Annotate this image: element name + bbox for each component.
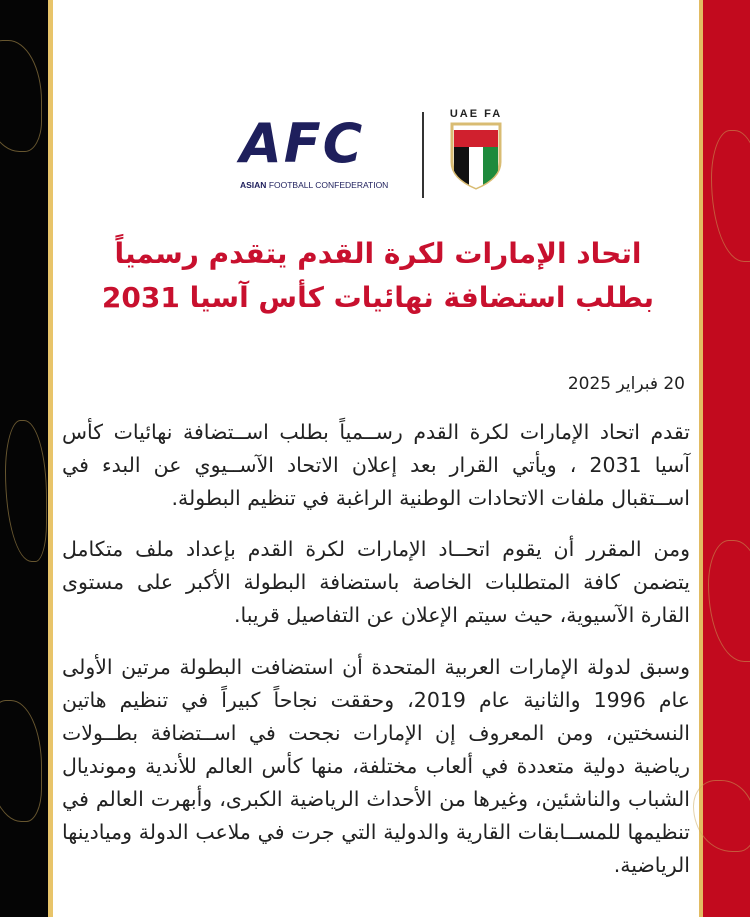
afc-logo-letters: AFC	[240, 112, 365, 175]
uae-fa-logo	[443, 108, 509, 190]
afc-logo	[240, 114, 400, 190]
page-title	[70, 232, 686, 320]
afc-tagline-rest: FOOTBALL CONFEDERATION	[268, 180, 389, 190]
right-red-border	[703, 0, 750, 917]
title-line-1: اتحاد الإمارات لكرة القدم يتقدم رسمياً	[114, 237, 642, 270]
decorative-pattern	[708, 540, 750, 662]
decorative-pattern	[711, 130, 750, 262]
uae-fa-label: UAE FA	[449, 108, 503, 120]
afc-tagline	[240, 180, 400, 190]
afc-tagline-bold: ASIAN	[240, 180, 267, 190]
left-black-border	[0, 0, 48, 917]
paragraph-1: تقدم اتحاد الإمارات لكرة القدم رســمياً بطلب اســتضافة نهائيات كأس آسيا 2031 ، ويأتي القرار بعد إعلان الاتحاد الآســيوي عن البدء في اســتقبال ملفات الاتحادات الوطنية الراغبة في تنظيم البطولة.	[62, 420, 690, 510]
decorative-pattern	[0, 40, 42, 152]
decorative-pattern	[5, 420, 47, 562]
logo-divider	[422, 112, 424, 198]
uae-flag-shield-icon	[448, 122, 504, 190]
logo-header	[240, 108, 520, 198]
title-line-2: بطلب استضافة نهائيات كأس آسيا 2031	[101, 281, 655, 314]
decorative-pattern	[0, 700, 42, 822]
paragraph-2: ومن المقرر أن يقوم اتحــاد الإمارات لكرة القدم بإعداد ملف متكامل يتضمن كافة المتطلبات الخاصة باستضافة البطولة الأكبر على مستوى القارة الآسيوية، حيث سيتم الإعلان عن التفاصيل قريبا.	[62, 537, 690, 627]
release-date: 20 فبراير 2025	[567, 374, 685, 394]
paragraph-3: وسبق لدولة الإمارات العربية المتحدة أن استضافت البطولة مرتين الأولى عام 1996 والثانية عام 2019، وحققت نجاحاً كبيراً في تنظيم هاتين النسختين، ومن المعروف إن الإمارات نجحت في اســتضافة بطــولات رياضية دولية متعددة في ألعاب مختلفة، منها كأس العالم للأندية وموندیال الشباب والناشئين، وغيرها من الأحداث الرياضية الكبرى، وأبهرت العالم في تنظيمها للمســابقات القارية والدولية التي جرت في ملاعب الدولة وميادينها الرياضية.	[62, 655, 690, 877]
